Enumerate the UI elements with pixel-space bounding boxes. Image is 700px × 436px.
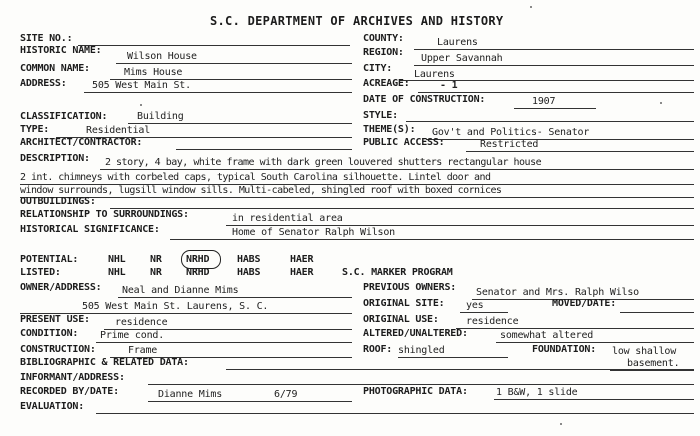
potential-nrhd: NRHD	[186, 254, 210, 265]
recorded-date-value: 6/79	[274, 389, 298, 400]
significance-label: HISTORICAL SIGNIFICANCE:	[20, 224, 160, 235]
description-label: DESCRIPTION:	[20, 153, 90, 164]
public-access-line	[466, 151, 694, 152]
site-no-label: SITE NO.:	[20, 33, 73, 44]
potential-label: POTENTIAL:	[20, 254, 79, 265]
county-value: Laurens	[437, 37, 478, 48]
acreage-value: - 1	[440, 80, 458, 91]
listed-label: LISTED:	[20, 267, 61, 278]
region-line	[414, 65, 694, 66]
relationship-value: in residential area	[232, 213, 343, 224]
historic-name-value: Wilson House	[127, 51, 197, 62]
style-line	[406, 121, 694, 122]
original-use-value: residence	[466, 316, 519, 327]
address-value: 505 West Main St.	[92, 80, 191, 91]
form-title: S.C. DEPARTMENT OF ARCHIVES AND HISTORY	[210, 14, 504, 28]
photographic-value: 1 B&W, 1 slide	[496, 387, 578, 398]
description-line-2: 2 int. chimneys with corbeled caps, typical South Carolina silhouette. Lintel door and	[20, 172, 491, 183]
region-label: REGION:	[363, 47, 404, 58]
city-value: Laurens	[414, 69, 455, 80]
original-site-line	[460, 312, 508, 313]
moved-date-line	[620, 312, 694, 313]
themes-line	[426, 139, 694, 140]
informant-line	[148, 384, 694, 385]
altered-value: somewhat altered	[500, 330, 594, 341]
construction-label: CONSTRUCTION:	[20, 344, 96, 355]
present-use-label: PRESENT USE:	[20, 314, 90, 325]
significance-value: Home of Senator Ralph Wilson	[232, 227, 395, 238]
marker-program-label: S.C. MARKER PROGRAM	[342, 267, 453, 278]
potential-nhl: NHL	[108, 254, 126, 265]
outbuildings-line	[110, 208, 694, 209]
roof-line	[398, 357, 508, 358]
county-line	[414, 49, 694, 50]
themes-value: Gov't and Politics- Senator	[432, 127, 590, 138]
potential-nr: NR	[150, 254, 162, 265]
classification-value: Building	[137, 111, 184, 122]
common-name-value: Mims House	[124, 67, 183, 78]
recorded-label: RECORDED BY/DATE:	[20, 386, 119, 397]
relationship-line	[226, 225, 694, 226]
acreage-line	[418, 92, 694, 93]
foundation-line	[610, 370, 694, 371]
listed-haer: HAER	[290, 267, 314, 278]
scan-speck	[660, 102, 662, 104]
address-line	[84, 92, 352, 93]
outbuildings-label: OUTBUILDINGS:	[20, 196, 96, 207]
classification-line	[128, 123, 352, 124]
previous-owners-value: Senator and Mrs. Ralph Wilso	[476, 287, 639, 298]
scan-speck	[530, 6, 532, 8]
historic-name-label: HISTORIC NAME:	[20, 45, 102, 56]
listed-habs: HABS	[237, 267, 261, 278]
public-access-value: Restricted	[480, 139, 539, 150]
construction-value: Frame	[128, 345, 158, 356]
altered-label: ALTERED/UNALTERED:	[363, 328, 468, 339]
roof-label: ROOF:	[363, 344, 393, 355]
county-label: COUNTY:	[363, 33, 404, 44]
description-rule-3	[20, 197, 694, 198]
listed-nrhd: NRHD	[186, 267, 210, 278]
recorded-line	[148, 401, 352, 402]
public-access-label: PUBLIC ACCESS:	[363, 137, 445, 148]
owner-value-1: Neal and Dianne Mims	[122, 285, 239, 296]
style-label: STYLE:	[363, 110, 398, 121]
historic-name-line	[116, 63, 352, 64]
significance-line	[170, 239, 694, 240]
condition-line	[96, 342, 352, 343]
foundation-label: FOUNDATION:	[532, 344, 597, 355]
owner-value-2: 505 West Main St. Laurens, S. C.	[82, 301, 269, 312]
potential-habs: HABS	[237, 254, 261, 265]
previous-owners-label: PREVIOUS OWNERS:	[363, 282, 457, 293]
condition-label: CONDITION:	[20, 328, 79, 339]
photographic-label: PHOTOGRAPHIC DATA:	[363, 386, 468, 397]
owner-line-1	[118, 297, 352, 298]
description-line-1: 2 story, 4 bay, white frame with dark green louvered shutters rectangular house	[105, 157, 542, 168]
date-construction-line	[514, 108, 596, 109]
original-use-line	[456, 328, 694, 329]
site-no-line	[78, 45, 350, 46]
foundation-value-2: basement.	[627, 358, 680, 369]
roof-value: shingled	[398, 345, 445, 356]
city-label: CITY:	[363, 63, 393, 74]
description-rule-1	[100, 169, 694, 170]
evaluation-label: EVALUATION:	[20, 401, 85, 412]
date-construction-label: DATE OF CONSTRUCTION:	[363, 94, 486, 105]
altered-line	[496, 342, 694, 343]
relationship-label: RELATIONSHIP TO SURROUNDINGS:	[20, 209, 189, 220]
condition-value: Prime cond.	[100, 330, 165, 341]
architect-label: ARCHITECT/CONTRACTOR:	[20, 137, 143, 148]
recorded-by-value: Dianne Mims	[158, 389, 223, 400]
acreage-label: ACREAGE:	[363, 78, 410, 89]
themes-label: THEME(S):	[363, 124, 416, 135]
scan-speck	[140, 104, 142, 106]
potential-haer: HAER	[290, 254, 314, 265]
owner-label: OWNER/ADDRESS:	[20, 282, 102, 293]
listed-nr: NR	[150, 267, 162, 278]
photographic-line	[494, 399, 694, 400]
type-value: Residential	[86, 125, 151, 136]
listed-nhl: NHL	[108, 267, 126, 278]
classification-label: CLASSIFICATION:	[20, 111, 108, 122]
type-label: TYPE:	[20, 124, 50, 135]
informant-label: INFORMANT/ADDRESS:	[20, 372, 125, 383]
original-use-label: ORIGINAL USE:	[363, 314, 439, 325]
present-use-value: residence	[115, 317, 168, 328]
evaluation-line	[96, 413, 694, 414]
original-site-label: ORIGINAL SITE:	[363, 298, 445, 309]
date-construction-value: 1907	[532, 96, 556, 107]
moved-date-label: MOVED/DATE:	[552, 298, 617, 309]
original-site-value: yes	[466, 300, 484, 311]
bibliographic-label: BIBLIOGRAPHIC & RELATED DATA:	[20, 357, 189, 368]
foundation-value-1: low shallow	[612, 346, 677, 357]
description-line-3: window surrounds, lugsill window sills. Multi-cabeled, shingled roof with boxed cornices	[20, 185, 502, 196]
scan-speck	[560, 423, 562, 425]
address-label: ADDRESS:	[20, 78, 67, 89]
common-name-label: COMMON NAME:	[20, 63, 90, 74]
region-value: Upper Savannah	[421, 53, 503, 64]
architect-line	[176, 149, 352, 150]
